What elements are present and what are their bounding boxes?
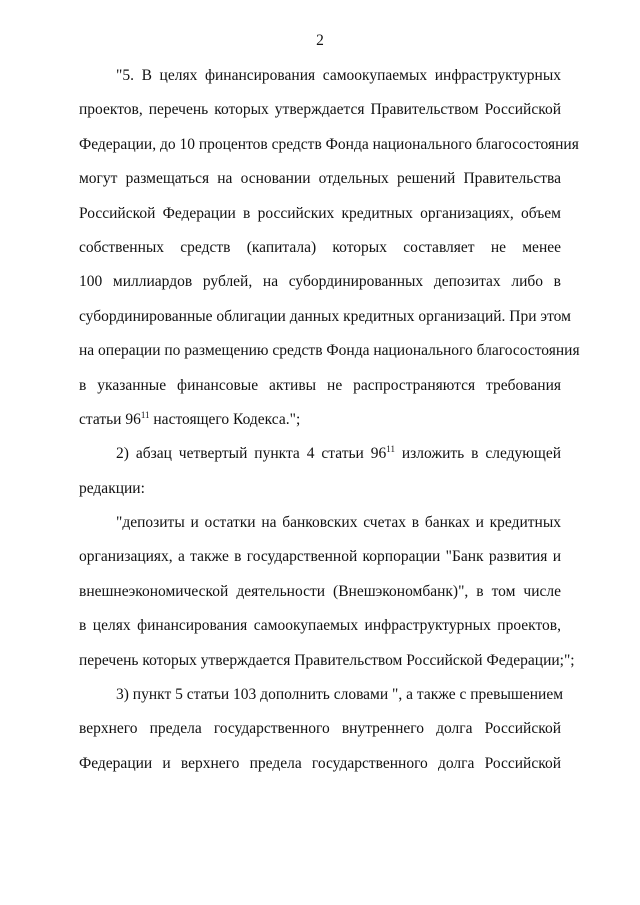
document-body: [79, 67, 580, 789]
text-line: Российской Федерации в российских кредитных организациях, объем: [79, 204, 561, 222]
text-line: 100 миллиардов рублей, на субординированных депозитах либо в: [79, 273, 561, 291]
text-line: организациях, а также в государственной корпорации "Банк развития и: [79, 548, 561, 566]
text-line: Федерации, до 10 процентов средств Фонда национального благосостояния: [79, 135, 579, 153]
text-line: субординированные облигации данных кредитных организаций. При этом: [79, 307, 571, 325]
text-line: в целях финансирования самоокупаемых инфраструктурных проектов,: [79, 617, 561, 635]
text-line: могут размещаться на основании отдельных решений Правительства: [79, 170, 561, 188]
text-line: верхнего предела государственного внутреннего долга Российской: [79, 720, 561, 738]
text-line: Федерации и верхнего предела государственного долга Российской: [79, 754, 561, 772]
text-line: проектов, перечень которых утверждается Правительством Российской: [79, 101, 561, 119]
page-number: 2: [316, 32, 324, 49]
text-line: [79, 411, 561, 445]
text-fragment: изложить в следующей: [394, 445, 561, 463]
text-line: "депозиты и остатки на банковских счетах в банках и кредитных: [116, 514, 561, 532]
text-line: в указанные финансовые активы не распространяются требования: [79, 376, 561, 394]
paragraph-new-wording: [79, 514, 575, 686]
superscript: 11: [140, 409, 150, 420]
text-line: 3) пункт 5 статьи 103 дополнить словами ", а также с превышением: [116, 686, 564, 704]
text-line: "5. В целях финансирования самоокупаемых инфраструктурных: [116, 67, 561, 84]
text-line: перечень которых утверждается Правительством Российской Федерации;";: [79, 651, 575, 669]
text-line: [79, 445, 561, 479]
text-line: внешнеэкономической деятельности (Внешэкономбанк)", в том числе: [79, 582, 561, 600]
paragraph-item-2: [79, 445, 561, 514]
text-line: на операции по размещению средств Фонда национального благосостояния: [79, 342, 580, 360]
text-fragment: настоящего Кодекса.";: [149, 410, 301, 428]
text-fragment: 2) абзац четвертый пункта 4 статьи 96: [116, 445, 387, 463]
text-line: собственных средств (капитала) которых составляет не менее: [79, 238, 561, 256]
paragraph-article-amendment: [79, 67, 580, 445]
paragraph-item-3: [79, 686, 564, 789]
text-line: редакции:: [79, 479, 145, 497]
superscript: 11: [386, 444, 395, 455]
text-fragment: статьи 96: [79, 410, 141, 428]
